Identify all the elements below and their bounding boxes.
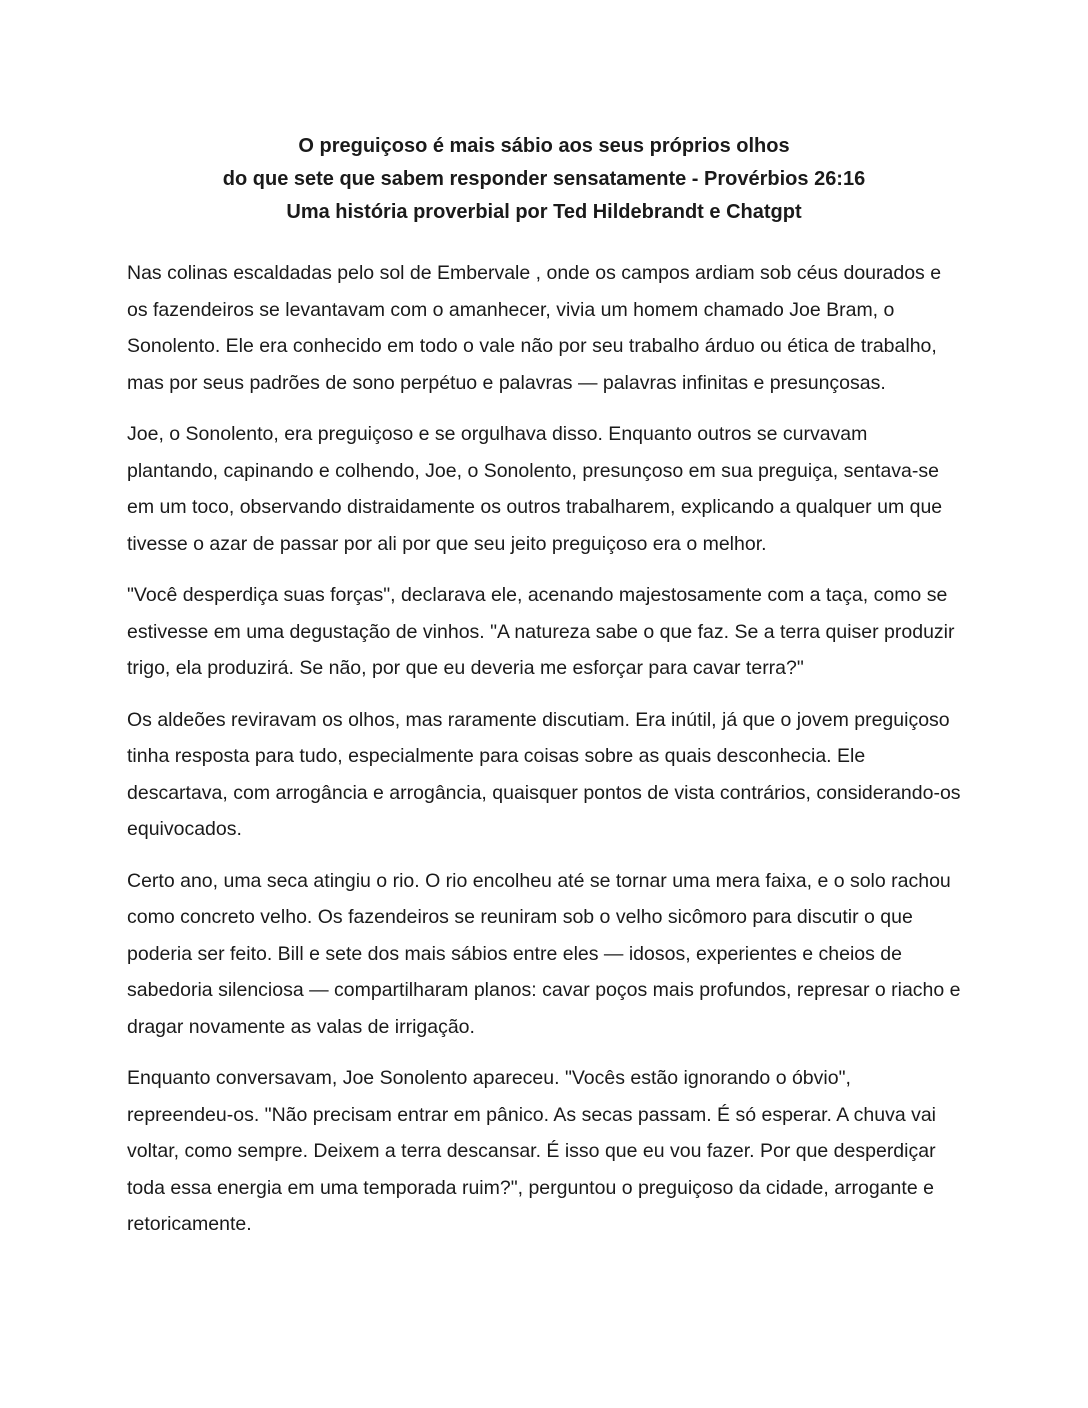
- document-title-line-2: do que sete que sabem responder sensatamente - Provérbios 26:16: [222, 168, 866, 190]
- document-title-line-3: Uma história proverbial por Ted Hildebrandt e Chatgpt: [286, 201, 802, 223]
- paragraph: Certo ano, uma seca atingiu o rio. O rio encolheu até se tornar uma mera faixa, e o solo rachou como concreto velho. Os fazendeiros se reuniram sob o velho sicômoro para discutir o que poderia ser feito. Bill e sete dos mais sábios entre eles — idosos, experientes e cheios de sabedoria silenciosa — compartilharam planos: cavar poços mais profundos, represar o riacho e dragar novamente as valas de irrigação.: [127, 869, 961, 1038]
- document-body: [127, 255, 961, 1243]
- paragraph: Os aldeões reviravam os olhos, mas raramente discutiam. Era inútil, já que o jovem preguiçoso tinha resposta para tudo, especialmente para coisas sobre as quais desconhecia. Ele descartava, com arrogância e arrogância, quaisquer pontos de vista contrários, considerando-os equivocados.: [127, 708, 961, 840]
- paragraph: "Você desperdiça suas forças", declarava ele, acenando majestosamente com a taça, como se estivesse em uma degustação de vinhos. "A natureza sabe o que faz. Se a terra quiser produzir trigo, ela produzirá. Se não, por que eu deveria me esforçar para cavar terra?": [127, 584, 955, 679]
- document-content: [127, 130, 961, 1258]
- paragraph: Enquanto conversavam, Joe Sonolento apareceu. "Vocês estão ignorando o óbvio", repreendeu-os. "Não precisam entrar em pânico. As secas passam. É só esperar. A chuva vai voltar, como sempre. Deixem a terra descansar. É isso que eu vou fazer. Por que desperdiçar toda essa energia em uma temporada ruim?", perguntou o preguiçoso da cidade, arrogante e retoricamente.: [127, 1067, 937, 1235]
- document-title: [127, 130, 961, 229]
- document-title-line-1: O preguiçoso é mais sábio aos seus próprios olhos: [298, 135, 790, 157]
- paragraph: Joe, o Sonolento, era preguiçoso e se orgulhava disso. Enquanto outros se curvavam plantando, capinando e colhendo, Joe, o Sonolento, presunçoso em sua preguiça, sentava-se em um toco, observando distraidamente os outros trabalharem, explicando a qualquer um que tivesse o azar de passar por ali por que seu jeito preguiçoso era o melhor.: [127, 423, 943, 555]
- paragraph: Nas colinas escaldadas pelo sol de Embervale , onde os campos ardiam sob céus dourados e os fazendeiros se levantavam com o amanhecer, vivia um homem chamado Joe Bram, o Sonolento. Ele era conhecido em todo o vale não por seu trabalho árduo ou ética de trabalho, mas por seus padrões de sono perpétuo e palavras — palavras infinitas e presunçosas.: [127, 262, 942, 394]
